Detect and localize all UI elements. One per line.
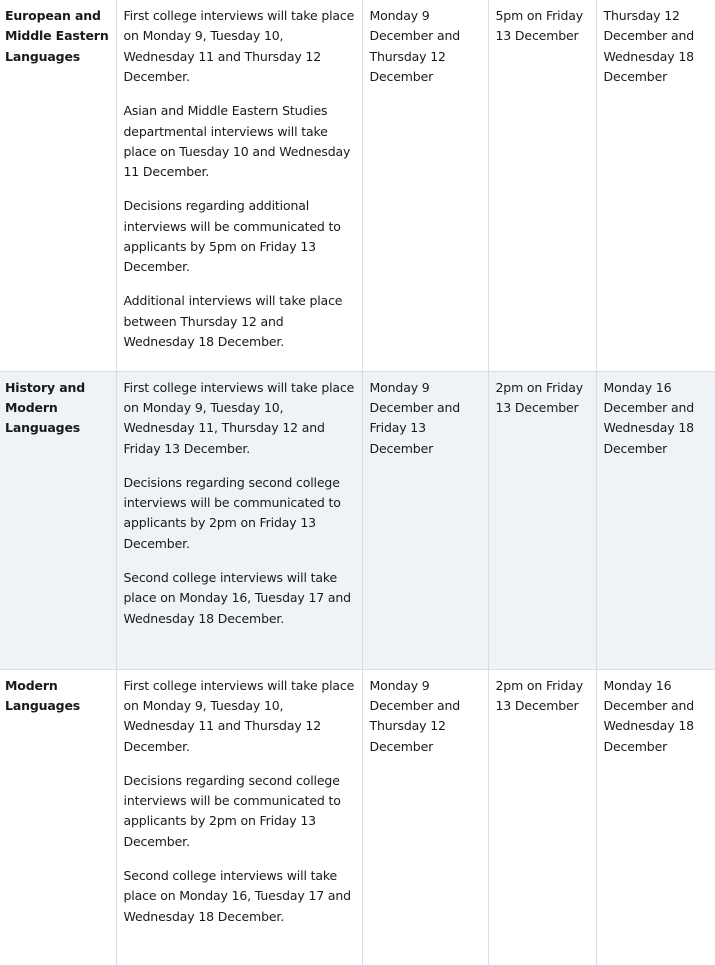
details-paragraph: First college interviews will take place on Monday 9, Tuesday 10, Wednesday 11 and Thursday 12 December. xyxy=(123,677,355,754)
details-cell xyxy=(116,669,362,965)
details-paragraph: Asian and Middle Eastern Studies departmental interviews will take place on Tuesday 10 and Wednesday 11 December. xyxy=(123,103,351,180)
subject-cell: European and Middle Eastern Languages xyxy=(5,8,109,64)
decision-deadline-cell: 5pm on Friday 13 December xyxy=(488,0,596,371)
table-row xyxy=(0,371,715,669)
decision-deadline-cell: 2pm on Friday 13 December xyxy=(488,371,596,669)
subject-cell: History and Modern Languages xyxy=(0,371,116,669)
first-interviews-cell: Monday 9 December and Friday 13 December xyxy=(362,371,488,669)
further-interviews-cell: Thursday 12 December and Wednesday 18 December xyxy=(596,0,715,371)
details-cell xyxy=(116,371,362,669)
details-paragraph: First college interviews will take place on Monday 9, Tuesday 10, Wednesday 11, Thursday 12 and Friday 13 December. xyxy=(123,379,355,456)
details-paragraph: Decisions regarding additional interviews will be communicated to applicants by 5pm on Friday 13 December. xyxy=(123,198,341,275)
subject-cell: Modern Languages xyxy=(5,677,81,713)
details-paragraph: Decisions regarding second college interviews will be communicated to applicants by 2pm on Friday 13 December. xyxy=(123,474,341,551)
table-row xyxy=(0,0,715,371)
details-paragraph: Additional interviews will take place between Thursday 12 and Wednesday 18 December. xyxy=(123,293,343,350)
details-paragraph: Second college interviews will take place on Monday 16, Tuesday 17 and Wednesday 18 December. xyxy=(123,867,351,924)
details-paragraph: Second college interviews will take place on Monday 16, Tuesday 17 and Wednesday 18 December. xyxy=(123,569,351,626)
details-cell xyxy=(116,0,362,371)
decision-deadline-cell: 2pm on Friday 13 December xyxy=(488,669,596,965)
further-interviews-cell: Monday 16 December and Wednesday 18 December xyxy=(596,669,715,965)
table-row xyxy=(0,669,715,965)
first-interviews-cell: Monday 9 December and Thursday 12 December xyxy=(362,0,488,371)
details-paragraph: Decisions regarding second college interviews will be communicated to applicants by 2pm on Friday 13 December. xyxy=(123,772,341,849)
further-interviews-cell: Monday 16 December and Wednesday 18 December xyxy=(596,371,715,669)
first-interviews-cell: Monday 9 December and Thursday 12 December xyxy=(362,669,488,965)
details-paragraph: First college interviews will take place on Monday 9, Tuesday 10, Wednesday 11 and Thursday 12 December. xyxy=(123,8,355,85)
